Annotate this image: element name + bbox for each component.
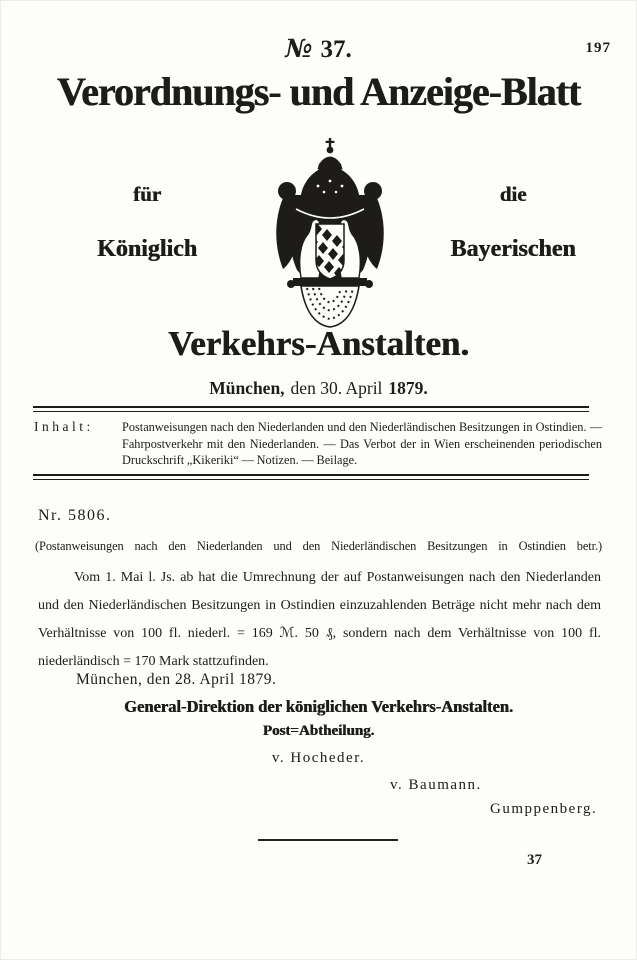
divider-rule-top — [33, 406, 589, 412]
numero-sign: № — [285, 34, 313, 63]
dateline-date: den 30. April — [290, 378, 383, 398]
table-of-contents — [34, 419, 602, 469]
crest-section — [0, 130, 637, 340]
bavarian-coat-of-arms-icon — [255, 138, 405, 330]
subtitle-word-die: die — [499, 182, 527, 206]
sheet-number: 37 — [527, 852, 542, 868]
issue-number: 37. — [320, 36, 352, 63]
signature-baumann: v. Baumann. — [390, 777, 482, 793]
issue-dateline — [0, 378, 637, 399]
subtitle-word-fuer: für — [133, 182, 161, 206]
subtitle-word-bayerischen: Bayerischen — [450, 236, 576, 262]
article-place-date: München, den 28. April 1879. — [76, 671, 277, 688]
authority-line: General-Direktion der königlichen Verkehrs-Anstalten. — [124, 697, 513, 716]
dateline-city: München, — [209, 378, 285, 398]
article-body: Vom 1. Mai l. Js. ab hat die Umrechnung der auf Postanweisungen nach den Niederlanden und den Niederländischen Besitzungen in Ostindien einzuzahlenden Beträge nicht mehr nach dem Verhältnisse von 100 fl. niederl. = 169 ℳ. 50 ₰, sondern nach dem Verhältnisse von 100 fl. niederländisch = 170 Mark stattzufinden. — [38, 570, 601, 669]
signature-gumppenberg: Gumppenberg. — [490, 801, 598, 817]
masthead-title-2: Verkehrs-Anstalten. — [167, 324, 470, 363]
signature-hocheder: v. Hocheder. — [271, 750, 366, 766]
article-number: Nr. 5806. — [38, 507, 112, 524]
article-subject: (Postanweisungen nach den Niederlanden und den Niederländischen Besitzungen in Ostindien betr.) — [35, 539, 602, 553]
masthead-title: Verordnungs- und Anzeige-Blatt — [56, 69, 581, 114]
toc-label: Inhalt: — [34, 419, 94, 434]
closing-rule — [258, 839, 398, 841]
page-number: 197 — [585, 40, 611, 56]
dateline-year: 1879. — [388, 378, 428, 398]
department-line: Post=Abtheilung. — [262, 723, 375, 739]
issue-line — [0, 34, 637, 64]
toc-text: Postanweisungen nach den Niederlanden und den Niederländischen Besitzungen in Ostindien. — Fahrpostverkehr mit den Niederlanden. — Das Verbot der in Wien erscheinenden periodischen Druckschrift „Kikeriki“ — Notizen. — Beilage. — [122, 420, 602, 467]
divider-rule-bottom — [33, 474, 589, 480]
subtitle-word-koeniglich: Königlich — [96, 236, 198, 262]
